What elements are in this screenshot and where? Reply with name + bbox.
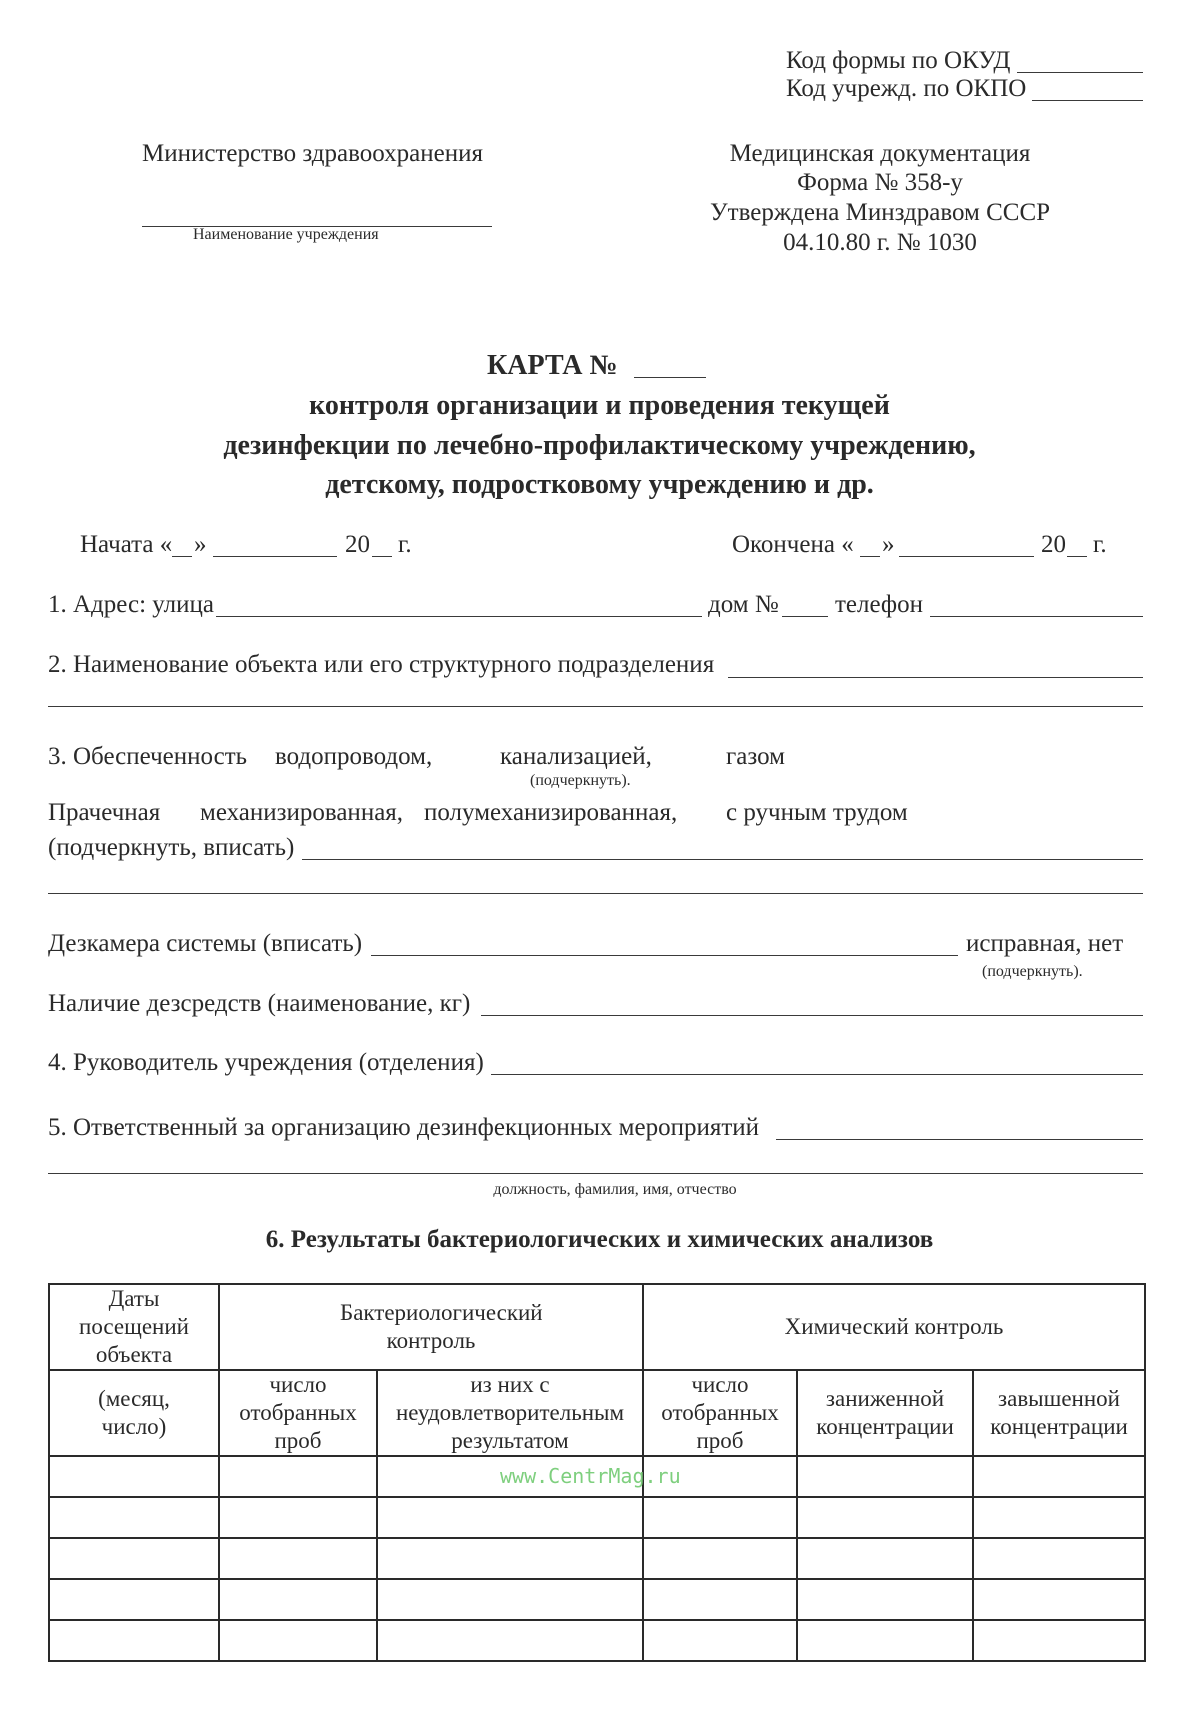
table-cell[interactable] (643, 1579, 797, 1620)
table-cell[interactable] (643, 1538, 797, 1579)
start-year-prefix: 20 (345, 531, 370, 558)
table-row (49, 1538, 1145, 1579)
chamber-underline-note: (подчеркнуть). (982, 963, 1083, 980)
phone-label: телефон (835, 591, 923, 618)
start-day-field[interactable] (172, 556, 192, 557)
table-cell[interactable] (219, 1538, 377, 1579)
table-cell[interactable] (49, 1497, 219, 1538)
table-cell[interactable] (49, 1620, 219, 1661)
table-cell[interactable] (219, 1579, 377, 1620)
table-cell[interactable] (219, 1456, 377, 1497)
object-name-label: 2. Наименование объекта или его структурного подразделения (48, 651, 715, 678)
table-cell[interactable] (797, 1620, 973, 1661)
chamber-label: Дезкамера системы (вписать) (48, 930, 363, 957)
watermark: www.CentrMag.ru (500, 1464, 681, 1488)
underline-write-note: (подчеркнуть, вписать) (48, 834, 295, 861)
form-number: Форма № 358-у (797, 169, 963, 196)
house-field[interactable] (782, 616, 828, 617)
house-label: дом № (708, 591, 779, 618)
table-subheader-row (49, 1370, 1145, 1456)
started-label: Начата « (80, 531, 173, 558)
end-month-field[interactable] (899, 556, 1034, 557)
responsible-field[interactable] (776, 1139, 1143, 1140)
okud-label: Код формы по ОКУД (786, 47, 1011, 74)
header-bact: Бактериологический контроль (219, 1284, 643, 1370)
table-cell[interactable] (973, 1497, 1145, 1538)
med-doc-label: Медицинская документация (729, 140, 1031, 167)
header-chem-low: заниженной концентрации (797, 1370, 973, 1456)
finished-label: Окончена « (732, 531, 854, 558)
section-6-title: 6. Результаты бактериологических и химических анализов (265, 1226, 934, 1253)
object-name-field[interactable] (728, 677, 1143, 678)
table-cell[interactable] (377, 1497, 643, 1538)
start-year-suffix: г. (398, 531, 412, 558)
okpo-label: Код учрежд. по ОКПО (786, 75, 1027, 102)
table-row (49, 1579, 1145, 1620)
table-cell[interactable] (797, 1538, 973, 1579)
table-cell[interactable] (973, 1538, 1145, 1579)
laundry-field-2[interactable] (48, 893, 1143, 894)
table-cell[interactable] (973, 1579, 1145, 1620)
head-field[interactable] (491, 1074, 1143, 1075)
end-year-suffix: г. (1093, 531, 1107, 558)
means-label: Наличие дезсредств (наименование, кг) (48, 990, 471, 1017)
table-cell[interactable] (49, 1579, 219, 1620)
table-cell[interactable] (643, 1620, 797, 1661)
table-header-row (49, 1284, 1145, 1370)
table-cell[interactable] (973, 1456, 1145, 1497)
approval-date: 04.10.80 г. № 1030 (783, 229, 977, 256)
end-year-field[interactable] (1067, 556, 1087, 557)
table-cell[interactable] (49, 1538, 219, 1579)
header-chem: Химический контроль (643, 1284, 1145, 1370)
responsible-field-2[interactable] (48, 1173, 1143, 1174)
table-cell[interactable] (377, 1620, 643, 1661)
means-field[interactable] (481, 1015, 1143, 1016)
end-year-prefix: 20 (1041, 531, 1066, 558)
object-name-field-2[interactable] (48, 706, 1143, 707)
table-cell[interactable] (643, 1497, 797, 1538)
responsible-label: 5. Ответственный за организацию дезинфекционных мероприятий (48, 1114, 760, 1141)
header-bact-num: число отобранных проб (219, 1370, 377, 1456)
head-label: 4. Руководитель учреждения (отделения) (48, 1049, 484, 1076)
card-title: КАРТА № (487, 350, 618, 381)
end-day-field[interactable] (860, 556, 880, 557)
table-cell[interactable] (797, 1497, 973, 1538)
semi-mechanized-option[interactable]: полумеханизированная, (424, 799, 678, 826)
table-row (49, 1620, 1145, 1661)
manual-option[interactable]: с ручным трудом (726, 799, 908, 826)
table-cell[interactable] (797, 1579, 973, 1620)
card-number-field[interactable] (634, 377, 706, 378)
table-cell[interactable] (797, 1456, 973, 1497)
phone-field[interactable] (930, 616, 1143, 617)
table-cell[interactable] (219, 1497, 377, 1538)
header-bact-bad: из них с неудовлетворительным результатом (377, 1370, 643, 1456)
provision-underline-note: (подчеркнуть). (530, 772, 631, 789)
laundry-label: Прачечная (48, 799, 161, 826)
provision-label: 3. Обеспеченность (48, 743, 248, 770)
start-close-quote: » (194, 531, 207, 558)
institution-caption: Наименование учреждения (193, 226, 379, 243)
header-dates-sub: (месяц, число) (49, 1370, 219, 1456)
title-line-1: контроля организации и проведения текущей (309, 390, 890, 421)
table-row (49, 1497, 1145, 1538)
working-options[interactable]: исправная, нет (966, 930, 1124, 957)
approval-label: Утверждена Минздравом СССР (709, 199, 1051, 226)
street-field[interactable] (216, 616, 702, 617)
water-option[interactable]: водопроводом, (275, 743, 433, 770)
table-cell[interactable] (219, 1620, 377, 1661)
title-line-3: детскому, подростковому учреждению и др. (325, 469, 874, 500)
ministry-label: Министерство здравоохранения (142, 140, 483, 167)
table-cell[interactable] (377, 1579, 643, 1620)
address-label: 1. Адрес: улица (48, 591, 215, 618)
header-chem-num: число отобранных проб (643, 1370, 797, 1456)
table-cell[interactable] (377, 1538, 643, 1579)
end-close-quote: » (882, 531, 895, 558)
header-dates: Даты посещений объекта (49, 1284, 219, 1370)
mechanized-option[interactable]: механизированная, (200, 799, 404, 826)
sewer-option[interactable]: канализацией, (500, 743, 652, 770)
title-line-2: дезинфекции по лечебно-профилактическому учреждению, (223, 430, 976, 461)
laundry-field[interactable] (302, 859, 1143, 860)
chamber-field[interactable] (371, 955, 958, 956)
okud-field[interactable] (1017, 72, 1143, 73)
responsible-caption: должность, фамилия, имя, отчество (493, 1181, 737, 1198)
start-month-field[interactable] (213, 556, 337, 557)
header-chem-high: завышенной концентрации (973, 1370, 1145, 1456)
table-cell[interactable] (49, 1456, 219, 1497)
gas-option[interactable]: газом (726, 743, 785, 770)
table-cell[interactable] (973, 1620, 1145, 1661)
okpo-field[interactable] (1032, 100, 1143, 101)
start-year-field[interactable] (372, 556, 392, 557)
